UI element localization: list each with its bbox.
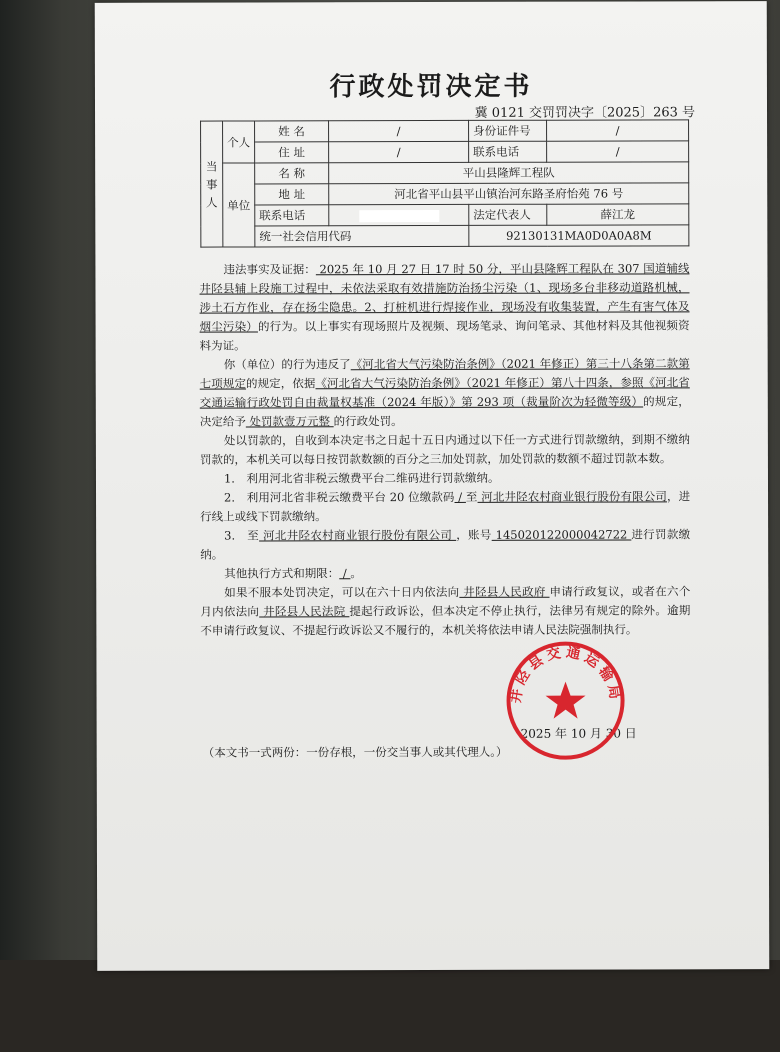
court: 井陉县人民法院 [259, 604, 350, 619]
other-label: 其他执行方式和期限： [224, 566, 340, 581]
address-value: / [329, 141, 469, 162]
method-3-account-label: ，账号 [456, 527, 492, 542]
violation-text-3: 的规定，决定给予 [199, 394, 690, 429]
payment-method-2 [200, 487, 690, 526]
seal-text: 井陉县交通运输局 [507, 644, 624, 705]
background-floor [0, 960, 780, 1052]
footnote: （本文书一式两份：一份存根，一份交当事人或其代理人。） [202, 744, 508, 760]
party-label: 当事人 [201, 121, 223, 247]
unit-phone-value [329, 204, 469, 225]
document-body [199, 259, 690, 640]
method-2-tail: ，进行线上或线下罚款缴纳。 [200, 489, 691, 524]
unit-address-value: 河北省平山县平山镇治河东路圣府怡苑 76 号 [329, 183, 689, 205]
method-3-bank: 河北井陉农村商业银行股份有限公司 [259, 527, 457, 543]
appeal-paragraph [200, 582, 690, 640]
legal-rep-value: 薛江龙 [547, 204, 689, 225]
method-2-bank: 河北井陉农村商业银行股份有限公司 [477, 489, 667, 504]
bank-account: 145020122000042722 [491, 527, 632, 542]
violation-text-4: 的行政处罚。 [333, 414, 403, 429]
name-value: / [329, 120, 469, 141]
method-3-tail: 进行罚款缴纳。 [200, 527, 691, 562]
credit-code-value: 92130131MA0D0A0A8M [469, 225, 689, 247]
review-authority: 井陉县人民政府 [459, 584, 550, 599]
method-2-text: 2. 利用河北省非税云缴费平台 20 位缴款码 [224, 489, 455, 505]
contact-value: / [547, 141, 689, 162]
credit-code-label: 统一社会信用代码 [255, 225, 469, 247]
redaction-block [359, 210, 439, 222]
payment-method-1: 1. 利用河北省非税云缴费平台二维码进行罚款缴纳。 [223, 470, 500, 486]
document-number: 冀 0121 交罚罚决字〔2025〕263 号 [474, 105, 696, 121]
id-label: 身份证件号 [469, 120, 547, 141]
official-seal [504, 639, 626, 761]
appeal-text-1: 如果不服本处罚决定，可以在六十日内依法向 [224, 584, 460, 600]
unit-name-label: 名 称 [255, 163, 329, 184]
name-label: 姓 名 [255, 121, 329, 142]
unit-address-label: 地 址 [255, 184, 329, 205]
legal-basis: 《河北省大气污染防治条例》（2021 年修正）第八十四条，参照《河北省交通运输行政处罚自由裁量权基准（2024 年版）》第 293 项（裁量阶次为轻微等级） [199, 375, 690, 410]
violation-text-2: 的规定，依据 [246, 376, 316, 391]
address-label: 住 址 [255, 142, 329, 163]
appeal-text-3: 提起行政诉讼，但本决定不停止执行，法律另有规定的除外。逾期不申请行政复议、不提起行政诉讼又不履行的，本机关将依法申请人民法院强制执行。 [200, 603, 691, 638]
seal-star-icon [546, 682, 586, 719]
other-execution [200, 563, 690, 583]
violation-paragraph [200, 354, 690, 431]
facts-detail: 2025 年 10 月 27 日 17 时 50 分，平山县隆辉工程队在 307 国道辅线井陉县辅上段施工过程中，未依法采取有效措施防治扬尘污染（1、现场多台非移动道路机械，涉土石方作业，存在扬尘隐患。2、打桩机进行焊接作业，现场没有收集装置，产生有害气体及烟尘污染） [199, 261, 690, 334]
facts-intro: 违法事实及证据： [223, 262, 316, 277]
legal-rep-label: 法定代表人 [469, 204, 547, 225]
appeal-text-2: 申请行政复议，或者在六个月内依法向 [200, 584, 691, 619]
violated-law: 《河北省大气污染防治条例》（2021 年修正）第三十八条第二款第七项规定 [199, 356, 690, 391]
unit-name-value: 平山县隆辉工程队 [329, 162, 689, 184]
method-2-to: 至 [465, 489, 478, 504]
issue-date: 2025 年 10 月 30 日 [520, 726, 637, 741]
payment-method-3 [200, 525, 690, 564]
individual-label: 个人 [223, 121, 255, 163]
party-info-table [200, 119, 689, 247]
document-title: 行政处罚决定书 [329, 71, 533, 103]
contact-label: 联系电话 [469, 141, 547, 162]
method-3-text: 3. 至 [224, 528, 260, 543]
id-value: / [547, 120, 689, 141]
payment-paragraph: 处以罚款的，自收到本决定书之日起十五日内通过以下任一方式进行罚款缴纳，到期不缴纳罚款的，本机关可以每日按罚款数额的百分之三加处罚款，加处罚款的数额不超过罚款本数。 [199, 432, 690, 467]
penalty: 处罚款壹万元整 [245, 414, 334, 429]
unit-label: 单位 [223, 163, 255, 247]
other-end: 。 [350, 566, 362, 581]
facts-paragraph [199, 259, 689, 355]
violation-text-1: 你（单位）的行为违反了 [223, 357, 351, 372]
facts-evidence: 的行为。以上事实有现场照片及视频、现场笔录、询问笔录、其他材料及其他视频资料为证。 [199, 318, 690, 353]
unit-phone-label: 联系电话 [255, 205, 329, 226]
other-value: / [339, 566, 351, 581]
payment-code: / [454, 489, 466, 504]
document-paper [95, 1, 770, 971]
